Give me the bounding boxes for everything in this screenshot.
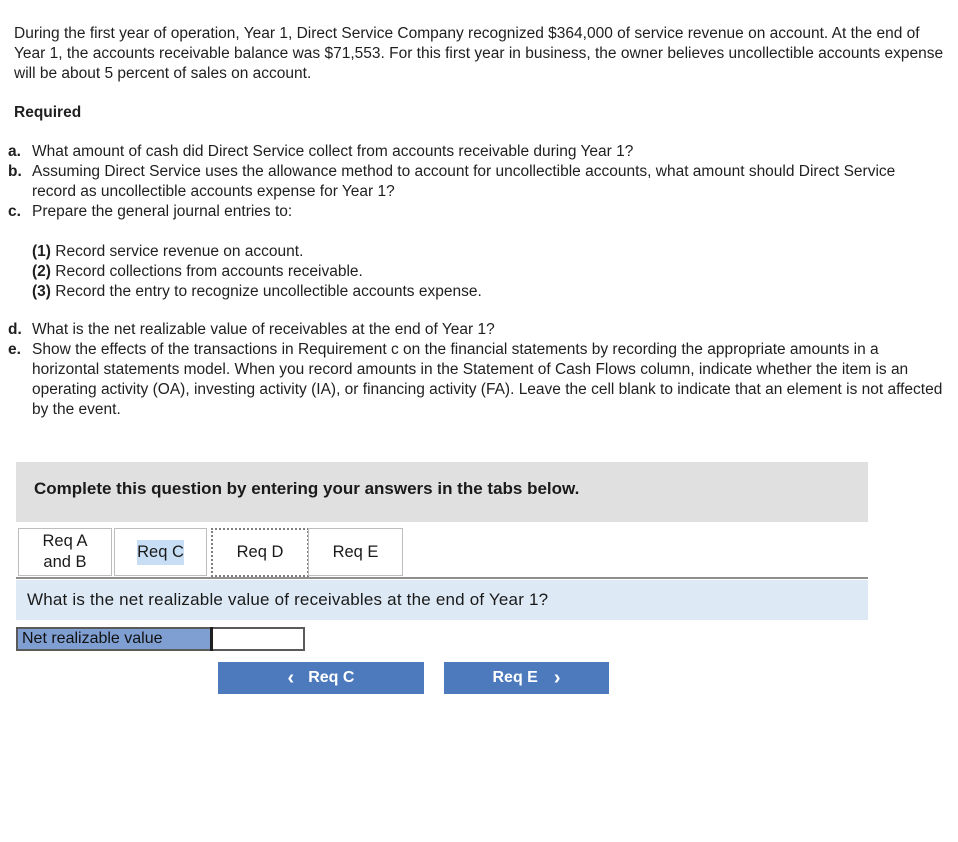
chevron-left-icon: ‹ bbox=[287, 667, 295, 689]
journal-entry-list bbox=[32, 242, 482, 302]
question-text: Assuming Direct Service uses the allowance method to account for uncollectible accounts, what amount should Direct Service record as uncollectible accounts expense for Year 1? bbox=[32, 163, 896, 200]
journal-item-3 bbox=[32, 282, 482, 302]
question-text: What is the net realizable value of receivables at the end of Year 1? bbox=[32, 321, 495, 338]
tabs-divider bbox=[16, 577, 868, 579]
tab-req-a-and-b[interactable] bbox=[18, 528, 112, 576]
tab-label bbox=[43, 531, 88, 573]
tab-label: Req C bbox=[137, 540, 184, 565]
tab-label-line1: Req A bbox=[42, 532, 88, 550]
tab-req-d[interactable] bbox=[211, 528, 309, 577]
question-letter: e. bbox=[8, 341, 21, 358]
question-a bbox=[8, 142, 943, 162]
item-number: (2) bbox=[32, 263, 51, 280]
chevron-right-icon: › bbox=[553, 667, 561, 689]
question-list bbox=[8, 142, 943, 222]
active-question-bar bbox=[16, 580, 868, 620]
item-text: Record service revenue on account. bbox=[50, 243, 304, 260]
net-realizable-value-label: Net realizable value bbox=[16, 627, 211, 651]
question-letter: d. bbox=[8, 321, 22, 338]
question-letter: c. bbox=[8, 203, 21, 220]
question-list-2 bbox=[8, 320, 943, 420]
item-text: Record collections from accounts receivable. bbox=[50, 263, 363, 280]
question-d bbox=[8, 320, 943, 340]
item-number: (1) bbox=[32, 243, 51, 260]
question-letter: a. bbox=[8, 143, 21, 160]
question-letter: b. bbox=[8, 163, 22, 180]
required-heading: Required bbox=[14, 104, 82, 121]
prev-button-label: Req C bbox=[308, 669, 355, 686]
next-req-e-button[interactable] bbox=[444, 662, 609, 694]
question-text: Prepare the general journal entries to: bbox=[32, 203, 293, 220]
tab-req-e[interactable] bbox=[308, 528, 403, 576]
question-e bbox=[8, 340, 943, 420]
question-text: Show the effects of the transactions in Requirement c on the financial statements by recording the appropriate amounts in a horizontal statements model. When you record amounts in the Statement of Cash Flows column, indicate whether the item is an operating activity (OA), investing activity (IA), or financing activity (FA). Leave the cell blank to indicate that an element is not affected by the event. bbox=[32, 341, 943, 418]
question-b bbox=[8, 162, 943, 202]
net-realizable-value-input[interactable] bbox=[211, 627, 305, 651]
banner-text: Complete this question by entering your answers in the tabs below. bbox=[34, 479, 580, 498]
item-number: (3) bbox=[32, 283, 51, 300]
tab-label: Req D bbox=[236, 543, 284, 561]
prev-req-c-button[interactable] bbox=[218, 662, 424, 694]
journal-item-1 bbox=[32, 242, 482, 262]
item-text: Record the entry to recognize uncollectible accounts expense. bbox=[50, 283, 482, 300]
question-c bbox=[8, 202, 943, 222]
problem-intro: During the first year of operation, Year 1, Direct Service Company recognized $364,000 of service revenue on account. At the end of Year 1, the accounts receivable balance was $71,553. For this first year in business, the owner believes uncollectible accounts expense will be about 5 percent of sales on account. bbox=[14, 25, 944, 82]
requirement-tabs bbox=[16, 528, 868, 578]
active-question-text: What is the net realizable value of receivables at the end of Year 1? bbox=[27, 590, 549, 609]
tab-req-c[interactable] bbox=[114, 528, 207, 576]
journal-item-2 bbox=[32, 262, 482, 282]
tab-label: Req E bbox=[332, 542, 379, 561]
instructions-banner bbox=[16, 462, 868, 522]
input-cursor-edge bbox=[210, 627, 213, 651]
tab-label-line2: and B bbox=[43, 553, 87, 571]
question-text: What amount of cash did Direct Service collect from accounts receivable during Year 1? bbox=[32, 143, 634, 160]
next-button-label: Req E bbox=[492, 669, 538, 686]
